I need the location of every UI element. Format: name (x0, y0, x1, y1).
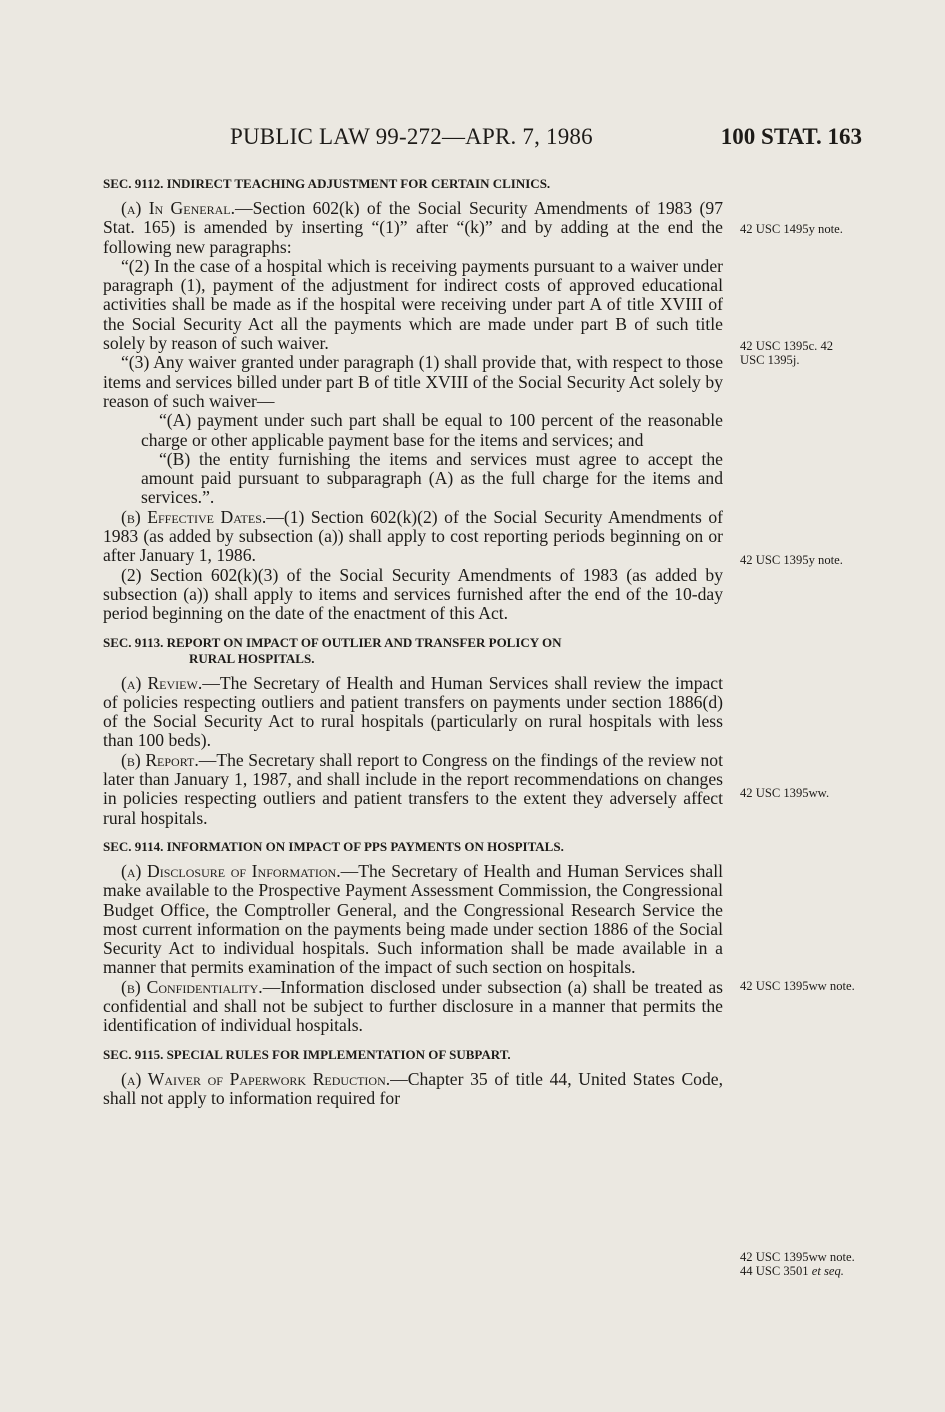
subsection-label: (a) Waiver of Paperwork Reduction. (121, 1068, 391, 1089)
subsection-text: —The Secretary of Health and Human Services shall review the impact of policies respecting outliers and patient transfers on payments under section 1886(d) of the Social Security Act to rural hospitals (particularly on rural hospitals with less than 100 beds). (103, 672, 723, 751)
subsection-text: —Section 602(k) of the Social Security Amendments of 1983 (97 Stat. 165) is amended by inserting “(1)” after “(k)” and by adding at the end the following new paragraphs: (103, 198, 724, 257)
margin-note-italic: et seq. (811, 1264, 844, 1278)
subsection-text: —Chapter 35 of title 44, United States Code, shall not apply to information required for (103, 1068, 723, 1108)
subsection-text: —(1) Section 602(k)(2) of the Social Security Amendments of 1983 (as added by subsection (a)) shall apply to cost reporting periods beginning on or after January 1, 1986. (103, 506, 724, 566)
subsection-label: (a) Review. (121, 672, 203, 693)
margin-note: 42 USC 1395c. 42 USC 1395j. (740, 339, 834, 367)
sec9114-subsection-b (103, 978, 723, 1036)
page-header (230, 124, 862, 154)
sec9112-subsection-b2: (2) Section 602(k)(3) of the Social Security Amendments of 1983 (as added by subsection (a)) shall apply to items and services furnished after the end of the 10-day period beginning on the date of the enactment of this Act. (103, 564, 723, 624)
sec9113-subsection-b (103, 751, 723, 828)
subsection-label: (a) In General. (121, 198, 235, 218)
sec9112-paragraph-3: “(3) Any waiver granted under paragraph (1) shall provide that, with respect to those items and services billed under part B of title XVIII of the Social Security Act solely by reason of such waiver— (103, 352, 723, 411)
heading-line-1: SEC. 9113. REPORT ON IMPACT OF OUTLIER AND TRANSFER POLICY ON (103, 634, 562, 650)
margin-note: 42 USC 1495y note. (740, 222, 843, 236)
subsection-text: —The Secretary shall report to Congress on the findings of the review not later than January 1, 1987, and shall include in the report recommendations on changes in policies respecting outliers and patient transfers to the extent they adversely affect rural hospitals. (103, 749, 723, 828)
sec9115-subsection-a (103, 1070, 723, 1109)
section-heading-9113 (103, 635, 723, 667)
margin-note (740, 1250, 865, 1278)
margin-note: 42 USC 1395ww. (740, 786, 830, 800)
sec9112-subsection-b (103, 508, 723, 566)
running-title: PUBLIC LAW 99-272—APR. 7, 1986 (230, 124, 593, 149)
section-heading-9114: SEC. 9114. INFORMATION ON IMPACT OF PPS PAYMENTS ON HOSPITALS. (103, 838, 564, 854)
sec9112-paragraph-2: “(2) In the case of a hospital which is receiving payments pursuant to a waiver under paragraph (1), payment of the adjustment for indirect costs of approved educational activities shall be made as if the hospital were receiving under part A of title XVIII of the Social Security Act all the payments which are made under part B of such title solely by reason of such waiver. (103, 255, 723, 354)
margin-note: 42 USC 1395y note. (740, 553, 843, 567)
subsection-text: —The Secretary of Health and Human Services shall make available to the Prospective Payment Assessment Commission, the Congressional Budget Office, the Comptroller General, and the Congressional Research Service the most current information on the payments being made under section 1886 of the Social Security Act to individual hospitals. Such information shall be made available in a manner that permits examination of the impact of such section on hospitals. (103, 860, 723, 978)
sec9112-subparagraph-b: “(B) the entity furnishing the items and services must agree to accept the amount paid pursuant to subparagraph (A) as the full charge for the items and services.”. (141, 448, 723, 508)
heading-line-2: RURAL HOSPITALS. (189, 650, 315, 666)
subsection-label: (b) Report. (121, 749, 199, 770)
statute-page-number: 100 STAT. 163 (720, 124, 862, 149)
margin-note-text: 42 USC 1395ww note. 44 USC 3501 (740, 1250, 855, 1278)
sec9112-subparagraph-a: “(A) payment under such part shall be equal to 100 percent of the reasonable charge or other applicable payment base for the items and services; and (141, 410, 723, 450)
section-heading-9112: SEC. 9112. INDIRECT TEACHING ADJUSTMENT FOR CERTAIN CLINICS. (103, 176, 551, 191)
sec9112-subsection-a (103, 199, 723, 257)
subsection-label: (a) Disclosure of Information. (121, 860, 341, 881)
sec9114-subsection-a (103, 862, 723, 978)
sec9113-subsection-a (103, 674, 723, 751)
margin-note: 42 USC 1395ww note. (740, 979, 855, 993)
subsection-text: —Information disclosed under subsection (a) shall be treated as confidential and shall not be subject to further disclosure in a manner that permits the identification of individual hospitals. (103, 976, 723, 1036)
subsection-label: (b) Effective Dates. (121, 506, 267, 527)
subsection-label: (b) Confidentiality. (121, 976, 263, 997)
body-text (103, 176, 723, 1108)
section-heading-9115: SEC. 9115. SPECIAL RULES FOR IMPLEMENTATION OF SUBPART. (103, 1046, 511, 1062)
